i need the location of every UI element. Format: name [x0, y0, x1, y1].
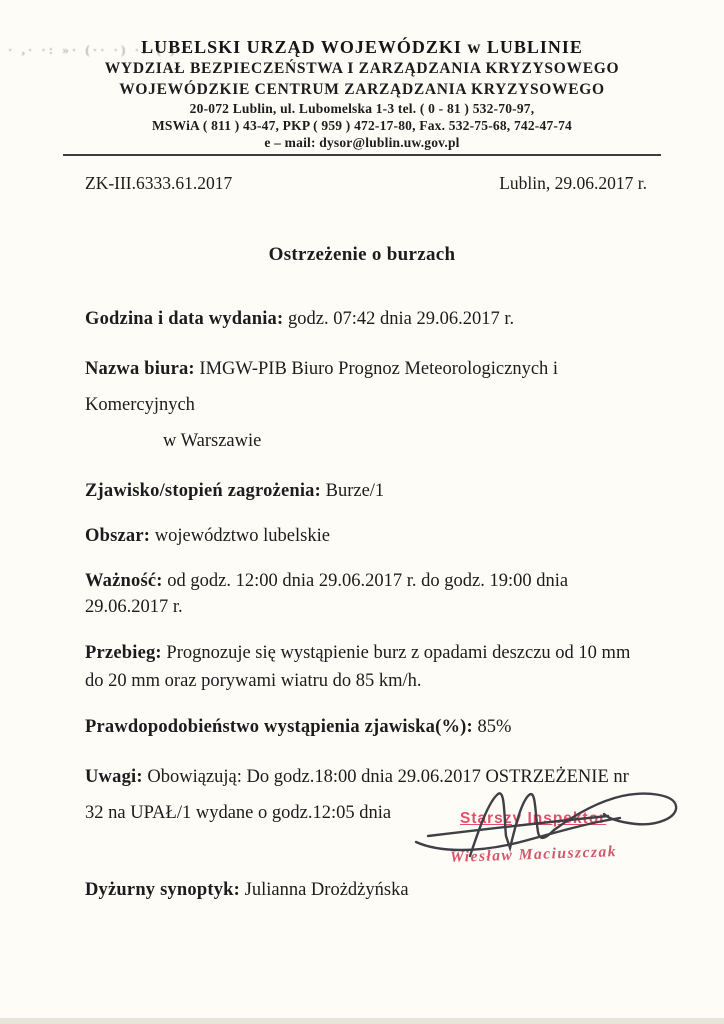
field-value: 85%: [477, 717, 512, 737]
field-label: Nazwa biura:: [85, 359, 195, 379]
field-value: godz. 07:42 dnia 29.06.2017 r.: [288, 309, 515, 329]
field-label: Ważność:: [85, 571, 163, 591]
field-value: Obowiązują: Do godz.18:00 dnia 29.06.2017 OSTRZEŻENIE nr 32 na UPAŁ/1 wydane o godz.12:05 dnia: [85, 767, 629, 823]
field-office-name: [85, 351, 646, 459]
field-label: Zjawisko/stopień zagrożenia:: [85, 481, 321, 501]
field-label: Przebieg:: [85, 643, 162, 663]
department-name: WYDZIAŁ BEZPIECZEŃSTWA I ZARZĄDZANIA KRYZYSOWEGO: [104, 60, 620, 77]
place-and-date: Lublin, 29.06.2017 r.: [499, 173, 647, 193]
field-value: IMGW-PIB Biuro Prognoz Meteorologicznych i Komercyjnych: [85, 359, 559, 415]
stamp-job-title: Starszy Inspektor: [460, 810, 607, 827]
field-label: Prawdopodobieństwo wystąpienia zjawiska(%):: [85, 717, 473, 737]
organization-name: LUBELSKI URZĄD WOJEWÓDZKI w LUBLINIE: [141, 37, 583, 57]
signature-block: [408, 780, 698, 885]
field-value-continuation: w Warszawie: [163, 431, 262, 451]
document-title: Ostrzeżenie o burzach: [268, 244, 456, 265]
field-value: województwo lubelskie: [154, 526, 330, 546]
field-area: [85, 523, 646, 549]
field-label: Uwagi:: [85, 767, 143, 787]
field-label: Obszar:: [85, 526, 151, 546]
field-value: od godz. 12:00 dnia 29.06.2017 r. do godz. 19:00 dnia 29.06.2017 r.: [85, 571, 569, 617]
handwritten-signature-icon: [408, 780, 698, 885]
field-probability: [85, 714, 646, 740]
address-line-2: MSWiA ( 811 ) 43-47, PKP ( 959 ) 472-17-80, Fax. 532-75-68, 742-47-74: [151, 118, 572, 133]
email-line: e – mail: dysor@lublin.uw.gov.pl: [264, 135, 460, 150]
field-label: Godzina i data wydania:: [85, 309, 284, 329]
reference-number: ZK-III.6333.61.2017: [85, 173, 233, 193]
field-value: Julianna Drożdżyńska: [244, 880, 409, 900]
field-label: Dyżurny synoptyk:: [85, 880, 241, 900]
reference-row: [85, 173, 647, 194]
address-line-1: 20-072 Lublin, ul. Lubomelska 1-3 tel. ( 0 - 81 ) 532-70-97,: [189, 101, 535, 116]
field-course: [85, 639, 646, 695]
field-issue-datetime: [85, 306, 646, 332]
field-value: Burze/1: [325, 481, 385, 501]
letterhead: [0, 0, 724, 156]
center-name: WOJEWÓDZKIE CENTRUM ZARZĄDZANIA KRYZYSOWEGO: [119, 81, 605, 98]
scan-smudge-mark: · ,· ·: »· (·· ·) ·:·( ): [8, 42, 178, 57]
letterhead-divider: [63, 154, 661, 156]
field-phenomenon-level: [85, 478, 646, 504]
field-validity: [85, 568, 646, 620]
field-value: Prognozuje się wystąpienie burz z opadami deszczu od 10 mm do 20 mm oraz porywami wiatru do 85 km/h.: [85, 643, 631, 691]
stamp-signer-name: Wiesław Maciuszczak: [449, 843, 618, 866]
